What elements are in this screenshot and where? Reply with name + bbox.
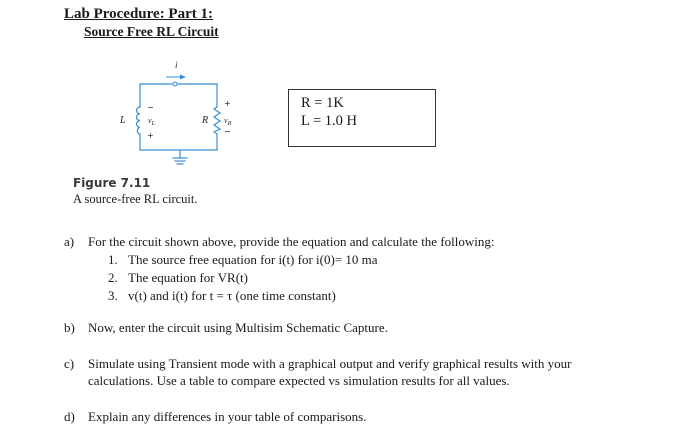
resistor-zigzag [214,107,220,134]
question-marker: b) [64,320,75,335]
figure-label: Figure 7.11 [73,176,151,190]
current-label: i [175,60,178,70]
subitem-text: The source free equation for i(t) for i(0)= 10 ma [128,252,378,267]
subitem-text: The equation for VR(t) [128,270,248,285]
inductor-coil [137,107,141,134]
question-text: For the circuit shown above, provide the equation and calculate the following: [88,234,495,249]
figure-description: A source-free RL circuit. [73,192,198,206]
inductor-minus-sign: − [147,103,154,112]
question-marker: d) [64,409,75,424]
question-marker: a) [64,234,75,249]
question-text: calculations. Use a table to compare expected vs simulation results for all values. [88,373,510,388]
resistor-minus-sign: − [224,127,231,136]
page-subtitle: Source Free RL Circuit [84,24,219,39]
current-arrowhead [180,75,186,80]
resistor-voltage-label: $v_R$ [224,116,232,127]
inductance-value: L = 1.0 H [301,113,357,129]
inductor-label: L [120,115,126,126]
question-text: Explain any differences in your table of comparisons. [88,409,367,424]
subitem-number: 1. [108,252,118,267]
page-title: Lab Procedure: Part 1: [64,6,213,22]
subitem-number: 3. [108,288,118,303]
resistance-value: R = 1K [301,95,344,111]
resistor-label: R [202,115,209,126]
resistor-plus-sign: + [224,99,231,108]
subitem-number: 2. [108,270,118,285]
question-marker: c) [64,356,75,371]
top-node [173,82,177,86]
question-text: Now, enter the circuit using Multisim Schematic Capture. [88,320,388,335]
subitem-text: v(t) and i(t) for t = τ (one time constant) [128,288,336,303]
question-text: Simulate using Transient mode with a graphical output and verify graphical results with your [88,356,572,371]
inductor-voltage-label: $v_L$ [148,116,155,127]
rl-circuit-diagram [100,52,250,176]
parameter-box [288,89,436,147]
inductor-plus-sign: + [147,131,154,140]
